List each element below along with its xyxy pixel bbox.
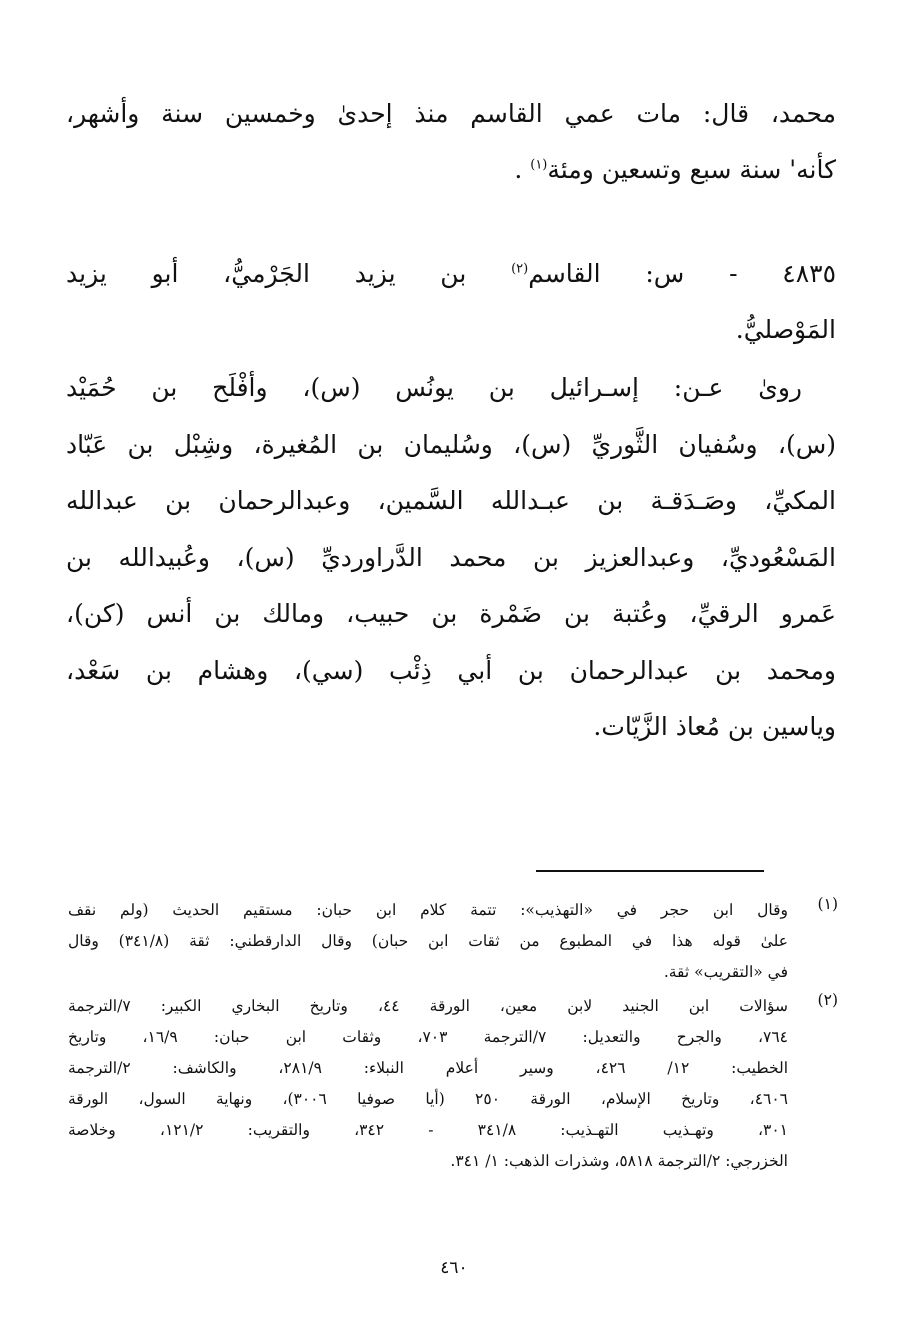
- narrators-line: روىٰ عـن: إسـرائيل بن يونُس (س)، وأفْلَح بن حُمَيْد: [66, 373, 802, 402]
- entry-heading: [66, 246, 836, 358]
- footnote-body: [68, 991, 788, 1177]
- footnote-marker[interactable]: (٢): [511, 261, 529, 277]
- entry-name: بن يزيد الجَرْميُّ، أبو يزيد: [66, 259, 467, 288]
- footnote-line: ٤٦٠٦، وتاريخ الإسلام، الورقة ٢٥٠ (أيا صوفيا ٣٠٠٦)، ونهاية السول، الورقة: [68, 1090, 788, 1108]
- continuation-period: .: [514, 155, 523, 184]
- footnote-line: علىٰ قوله هذا في المطبوع من ثقات ابن حبان) وقال الدارقطني: ثقة (٣٤١/٨) وقال: [68, 932, 788, 950]
- footnote: [68, 895, 838, 988]
- narrators-line: المكيِّ، وصَـدَقـة بن عبـدالله السَّمين، وعبدالرحمان بن عبدالله: [66, 486, 836, 515]
- footnote-line: في «التقريب» ثقة.: [663, 963, 788, 981]
- continuation-line: محمد، قال: مات عمي القاسم منذ إحدىٰ وخمسين سنة وأشهر،: [66, 99, 836, 128]
- footnote-line: الخزرجي: ٢/الترجمة ٥٨١٨، وشذرات الذهب: ١/ ٣٤١.: [450, 1152, 788, 1170]
- entry-code: - س: القاسم: [528, 259, 738, 288]
- footnote-line: سؤالات ابن الجنيد لابن معين، الورقة ٤٤، وتاريخ البخاري الكبير: ٧/الترجمة: [68, 997, 788, 1015]
- narrators-paragraph: [66, 360, 836, 756]
- page-number: ٤٦٠: [440, 1258, 468, 1278]
- footnote: [68, 991, 838, 1177]
- entry-heading-line: المَوْصليُّ.: [735, 315, 836, 344]
- footnote-line: ٣٠١، وتهـذيب التهـذيب: ٣٤١/٨ - ٣٤٢، والتقريب: ١٢١/٢، وخلاصة: [68, 1121, 789, 1139]
- entry-heading-line: [66, 246, 836, 302]
- footnote-line: ٧٦٤، والجرح والتعديل: ٧/الترجمة ٧٠٣، وثقات ابن حبان: ١٦/٩، وتاريخ: [68, 1028, 789, 1046]
- narrators-line: ومحمد بن عبدالرحمان بن أبي ذِئْب (سي)، وهشام بن سَعْد،: [66, 655, 836, 685]
- footnote-line: الخطيب: ١٢/ ٤٢٦، وسير أعلام النبلاء: ٢٨١/٩، والكاشف: ٢/الترجمة: [68, 1059, 789, 1077]
- continuation-line: [66, 142, 836, 198]
- footnote-line: وقال ابن حجر في «التهذيب»: تتمة كلام ابن حبان: مستقيم الحديث (ولم نقف: [68, 901, 788, 919]
- continuation-text: كأنه' سنة سبع وتسعين ومئة: [547, 155, 836, 184]
- continuation-paragraph: [66, 86, 836, 198]
- narrators-line: المَسْعُوديِّ، وعبدالعزيز بن محمد الدَّراورديِّ (س)، وعُبيدالله بن: [66, 542, 836, 572]
- footnote-number: (١): [817, 895, 838, 913]
- narrators-line: وياسين بن مُعاذ الزَّيّات.: [593, 712, 836, 741]
- footnotes: [68, 895, 838, 1180]
- footnote-marker[interactable]: (١): [530, 157, 548, 173]
- footnote-body: [68, 895, 788, 988]
- footnote-number: (٢): [817, 991, 838, 1009]
- footnote-separator: [536, 870, 764, 872]
- narrators-line: عَمرو الرقيِّ، وعُتبة بن ضَمْرة بن حبيب، ومالك بن أنس (كن)،: [66, 599, 836, 628]
- narrators-line: (س)، وسُفيان الثَّوريِّ (س)، وسُليمان بن المُغيرة، وشِبْل بن عَبّاد: [66, 429, 836, 459]
- entry-number: ٤٨٣٥: [782, 259, 836, 288]
